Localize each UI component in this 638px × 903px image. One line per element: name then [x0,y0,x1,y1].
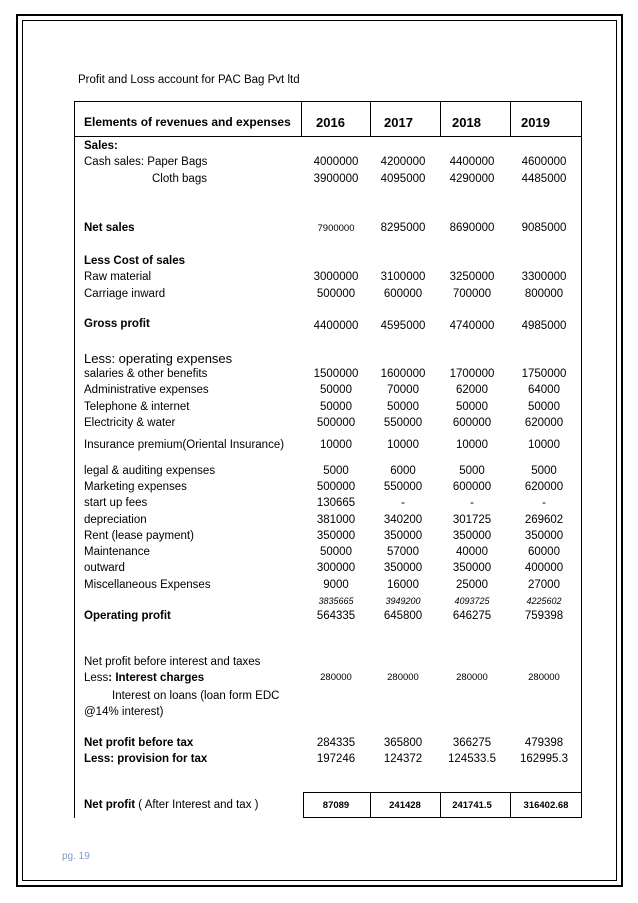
col-divider-2 [370,101,371,136]
row-interest-charges-2016: 280000 [320,672,352,683]
row-legal-2017: 6000 [390,465,416,477]
final-row-divider-2 [370,792,371,818]
row-net-profit-2019: 316402.68 [523,800,569,811]
row-salaries-2019: 1750000 [521,368,567,380]
row-subtotal-2018: 4093725 [454,596,490,606]
row-interest-charges-2019: 280000 [528,672,560,683]
row-raw-material-2019: 3300000 [521,271,567,283]
col-divider-3 [440,101,441,136]
row-misc-2019: 27000 [528,579,560,591]
row-marketing-2017: 550000 [383,481,423,493]
row-telephone-2019: 50000 [528,401,560,413]
row-npbit-label: Net profit before interest and taxes [84,656,261,668]
row-subtotal-2016: 3835665 [318,596,354,606]
header-year-2016: 2016 [316,115,345,130]
row-electricity-label: Electricity & water [84,417,176,429]
row-provision-2017: 124372 [383,753,423,765]
row-misc-2018: 25000 [456,579,488,591]
row-maintenance-2017: 57000 [387,546,419,558]
row-less-cost-label: Less Cost of sales [84,255,185,267]
row-subtotal-2019: 4225602 [526,596,562,606]
row-operating-profit-2017: 645800 [383,610,423,622]
table-left-border [74,101,75,818]
row-paper-bags-label: Cash sales: Paper Bags [84,156,208,168]
header-year-2019: 2019 [521,115,550,130]
row-legal-label: legal & auditing expenses [84,465,216,477]
row-npbt-2017: 365800 [383,737,423,749]
row-legal-2016: 5000 [323,465,349,477]
row-admin-2017: 70000 [387,384,419,396]
row-depreciation-2019: 269602 [524,514,564,526]
row-marketing-label: Marketing expenses [84,481,187,493]
row-insurance-2017: 10000 [387,439,419,451]
final-row-top-border [303,792,582,793]
row-depreciation-2016: 381000 [316,514,356,526]
row-npbt-2016: 284335 [316,737,356,749]
row-sales-label: Sales: [84,140,118,152]
row-interest-charges-label [84,672,204,684]
row-marketing-2019: 620000 [524,481,564,493]
net-profit-bold: Net profit [84,799,136,811]
row-net-profit-label [84,799,258,811]
row-rent-2016: 350000 [316,530,356,542]
row-insurance-2018: 10000 [456,439,488,451]
row-npbt-label: Net profit before tax [84,737,194,749]
row-net-profit-2016: 87089 [322,800,350,811]
row-provision-2016: 197246 [316,753,356,765]
row-interest-charges-2017: 280000 [387,672,419,683]
row-depreciation-2018: 301725 [452,514,492,526]
row-cloth-bags-2018: 4290000 [449,173,495,185]
row-maintenance-2019: 60000 [528,546,560,558]
row-insurance-2016: 10000 [320,439,352,451]
row-legal-2018: 5000 [459,465,485,477]
row-operating-profit-2019: 759398 [524,610,564,622]
row-interest-loans-line2: @14% interest) [84,706,164,718]
profit-loss-table [74,101,582,818]
row-raw-material-2018: 3250000 [449,271,495,283]
row-telephone-2016: 50000 [320,401,352,413]
row-operating-profit-label: Operating profit [84,610,171,622]
row-insurance-label: Insurance premium(Oriental Insurance) [84,439,285,451]
col-divider-4 [510,101,511,136]
row-outward-2016: 300000 [316,562,356,574]
header-label: Elements of revenues and expenses [84,115,291,129]
row-insurance-2019: 10000 [528,439,560,451]
table-right-border [581,101,582,818]
row-telephone-2017: 50000 [387,401,419,413]
row-carriage-2018: 700000 [452,288,492,300]
header-bottom-border [74,136,582,137]
row-outward-2018: 350000 [452,562,492,574]
row-carriage-2019: 800000 [524,288,564,300]
row-salaries-2016: 1500000 [313,368,359,380]
row-gross-profit-2016: 4400000 [313,320,359,332]
row-rent-label: Rent (lease payment) [84,530,194,542]
row-admin-2019: 64000 [528,384,560,396]
row-gross-profit-2019: 4985000 [521,320,567,332]
row-marketing-2018: 600000 [452,481,492,493]
row-paper-bags-2016: 4000000 [313,156,359,168]
row-paper-bags-2017: 4200000 [380,156,426,168]
row-outward-2019: 400000 [524,562,564,574]
row-misc-label: Miscellaneous Expenses [84,579,211,591]
row-outward-2017: 350000 [383,562,423,574]
row-admin-label: Administrative expenses [84,384,209,396]
row-less-opex-label: Less: operating expenses [84,351,233,366]
row-salaries-2017: 1600000 [380,368,426,380]
row-rent-2017: 350000 [383,530,423,542]
row-startup-label: start up fees [84,497,148,509]
row-carriage-2017: 600000 [383,288,423,300]
row-npbt-2019: 479398 [524,737,564,749]
row-salaries-2018: 1700000 [449,368,495,380]
header-year-2018: 2018 [452,115,481,130]
table-top-border [74,101,582,102]
interest-charges-bold: : Interest charges [108,672,205,684]
row-legal-2019: 5000 [531,465,557,477]
final-row-divider-4 [510,792,511,818]
row-electricity-2017: 550000 [383,417,423,429]
row-startup-2019: - [542,497,546,509]
row-raw-material-2017: 3100000 [380,271,426,283]
row-depreciation-label: depreciation [84,514,147,526]
row-telephone-label: Telephone & internet [84,401,190,413]
row-net-sales-2017: 8295000 [380,222,426,234]
row-net-sales-label: Net sales [84,222,135,234]
row-provision-label: Less: provision for tax [84,753,208,765]
row-salaries-label: salaries & other benefits [84,368,208,380]
row-net-sales-2018: 8690000 [449,222,495,234]
row-telephone-2018: 50000 [456,401,488,413]
page-number: pg. 19 [62,851,90,862]
row-maintenance-label: Maintenance [84,546,150,558]
row-operating-profit-2016: 564335 [316,610,356,622]
row-cloth-bags-2016: 3900000 [313,173,359,185]
row-rent-2019: 350000 [524,530,564,542]
row-interest-charges-2018: 280000 [456,672,488,683]
interest-charges-prefix: Less [84,672,109,684]
row-misc-2016: 9000 [323,579,349,591]
row-npbt-2018: 366275 [452,737,492,749]
row-rent-2018: 350000 [452,530,492,542]
row-paper-bags-2018: 4400000 [449,156,495,168]
row-gross-profit-2018: 4740000 [449,320,495,332]
header-year-2017: 2017 [384,115,413,130]
row-net-sales-2016: 7900000 [317,223,355,234]
row-carriage-2016: 500000 [316,288,356,300]
row-raw-material-label: Raw material [84,271,152,283]
row-maintenance-2018: 40000 [456,546,488,558]
row-net-sales-2019: 9085000 [521,222,567,234]
net-profit-note: ( After Interest and tax ) [135,799,259,811]
row-net-profit-2018: 241741.5 [452,800,492,811]
row-gross-profit-label: Gross profit [84,318,150,330]
row-misc-2017: 16000 [387,579,419,591]
row-marketing-2016: 500000 [316,481,356,493]
row-electricity-2019: 620000 [524,417,564,429]
row-startup-2016: 130665 [316,497,356,509]
row-startup-2018: - [470,497,474,509]
row-depreciation-2017: 340200 [383,514,423,526]
row-admin-2018: 62000 [456,384,488,396]
col-divider-1 [301,101,302,136]
row-interest-loans-line1: Interest on loans (loan form EDC [112,690,280,702]
row-electricity-2016: 500000 [316,417,356,429]
row-gross-profit-2017: 4595000 [380,320,426,332]
row-paper-bags-2019: 4600000 [521,156,567,168]
row-cloth-bags-2017: 4095000 [380,173,426,185]
row-cloth-bags-2019: 4485000 [521,173,567,185]
row-subtotal-2017: 3949200 [385,596,421,606]
row-raw-material-2016: 3000000 [313,271,359,283]
row-outward-label: outward [84,562,125,574]
row-admin-2016: 50000 [320,384,352,396]
row-startup-2017: - [401,497,405,509]
final-row-bottom-border [303,817,582,818]
row-net-profit-2017: 241428 [389,800,421,811]
row-electricity-2018: 600000 [452,417,492,429]
row-provision-2018: 124533.5 [448,753,496,765]
row-carriage-label: Carriage inward [84,288,166,300]
row-cloth-bags-label: Cloth bags [152,173,207,185]
row-maintenance-2016: 50000 [320,546,352,558]
row-operating-profit-2018: 646275 [452,610,492,622]
row-provision-2019: 162995.3 [520,753,568,765]
table-caption: Profit and Loss account for PAC Bag Pvt ltd [78,74,300,86]
